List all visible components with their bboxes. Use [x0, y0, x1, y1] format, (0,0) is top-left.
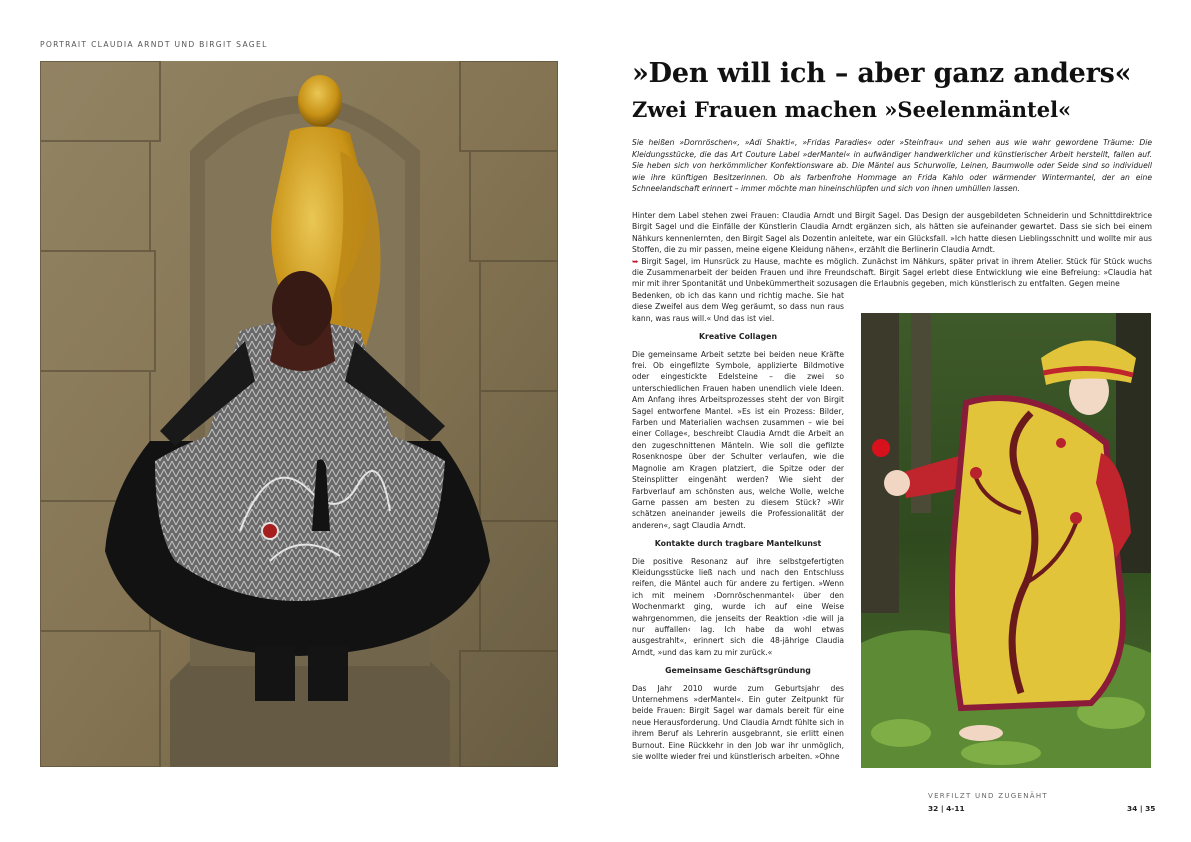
column-intro: Bedenken, ob ich das kann und richtig mache. Sie hat diese Zweifel aus dem Weg geräumt, so dass nun raus kann, was raus will.« Und das ist viel.	[632, 291, 844, 323]
heading-kreative-collagen: Kreative Collagen	[698, 332, 778, 342]
headline: »Den will ich – aber ganz anders«	[632, 58, 1132, 89]
body-paragraph-2	[632, 256, 1152, 290]
paragraph-kontakte: Die positive Resonanz auf ihre selbstgefertigten Kleidungsstücke ließ nach und nach den Entschluss reifen, die Mäntel auch für andere zu fertigen. »Wenn ich mit meinem ›Dornröschenmantel‹ über den Wochenmarkt ging, wurde ich auf eine Weise wahrgenommen, die jenseits der Reaktion ›die will ja nur auffallen‹ lag. Ich habe da wohl etwas ausgestrahlt«, erinnert sich die 48-jährige Claudia Arndt, »und das kam zu mir zurück.«	[632, 556, 844, 657]
body-column	[632, 290, 844, 762]
lead-paragraph: Sie heißen »Dornröschen«, »Adi Shakti«, »Fridas Paradies« oder »Steinfrau« und sehen aus wie wahr gewordene Träume: Die Kleidungsstücke, die das Art Couture Label »derMantel« in aufwändiger handwerklicher und künstlerischer Arbeit herstellt, fallen auf. Sie heben sich von herkömmlicher Konfektionsware ab. Die Mäntel aus Schurwolle, Leinen, Baumwolle oder Seide sind so individuell wie ihre künftigen Besitzerinnen. Ob als farbenfrohe Hommage an Frida Kahlo oder wärmender Wintermantel, der an eine Schneelandschaft erinnert – immer möchte man hineinschlüpfen und sich von ihnen umhüllen lassen.	[632, 138, 1152, 193]
paragraph-arrow-icon: ➥	[632, 256, 639, 266]
photo-woman-coat-statue	[40, 61, 558, 767]
footer-section-title: VERFILZT UND ZUGENÄHT	[928, 792, 1048, 800]
heading-geschaeftsgruendung: Gemeinsame Geschäftsgründung	[665, 666, 811, 676]
body-paragraph-2-text: Birgit Sagel, im Hunsrück zu Hause, machte es möglich. Zunächst im Nähkurs, später privat in ihrem Atelier. Stück für Stück wuchs die Zusammenarbeit der beiden Frauen und ihre Freundschaft. Birgit Sagel erlebt diese Entwicklung wie eine Befreiung: »Claudia hat mir mit ihrer Spontanität und Unbekümmertheit sozusagen die Erlaubnis gegeben, mich künstlerisch zu entfalten. Gegen meine	[632, 256, 1152, 289]
subheadline: Zwei Frauen machen »Seelenmäntel«	[632, 97, 1072, 122]
paragraph-kreative-collagen: Die gemeinsame Arbeit setzte bei beiden neue Kräfte frei. Ob eingefilzte Symbole, applizierte Bildmotive oder eingestickte Edelsteine – die zwei so unterschiedlichen Frauen haben unendlich viele Ideen. Am Anfang ihres Arbeitsprozesses steht der von Birgit Sagel entworfene Mantel. »Es ist ein Prozess: Bilder, Farben und Materialien wachsen zusammen – wie bei einer Collage«, beschreibt Claudia Arndt die Arbeit an den zugeschnittenen Mänteln. Wie soll die gefilzte Rosenknospe über der Schulter verlaufen, wie die Magnolie am Kragen platziert, die Spitze oder der Steinsplitter eingenäht werden? Wie sieht der Farbverlauf am schönsten aus, welche Wolle, welche Garne passen am besten zu diesem Stück? »Wir schätzen aneinander jeweils die Professionalität der anderen«, sagt Claudia Arndt.	[632, 349, 844, 530]
body-paragraph-1: Hinter dem Label stehen zwei Frauen: Claudia Arndt und Birgit Sagel. Das Design der ausgebildeten Schneiderin und Schnittdirektrice Birgit Sagel und die Einfälle der Künstlerin Claudia Arndt ergänzen sich, als hätten sie aufeinander gewartet. Dass sie sich bei einem Nähkurs kennenlernten, den Birgit Sagel als Dozentin anleitete, war ein Glücksfall. »Ich hatte diesen Lieblingsschnitt und wollte mir aus Stoffen, die zu mir passen, meine eigene Kleidung nähen«, erzählt die Berlinerin Claudia Arndt.	[632, 211, 1152, 255]
footer-page-numbers: 34 | 35	[1127, 804, 1156, 813]
section-kicker: PORTRAIT CLAUDIA ARNDT UND BIRGIT SAGEL	[40, 40, 268, 49]
photo-woman-yellow-coat	[861, 313, 1151, 768]
body-full-width	[632, 210, 1152, 290]
heading-kontakte: Kontakte durch tragbare Mantelkunst	[654, 539, 822, 549]
footer-issue: 32 | 4-11	[928, 804, 965, 813]
paragraph-geschaeftsgruendung: Das Jahr 2010 wurde zum Geburtsjahr des Unternehmens »derMantel«. Ein guter Zeitpunkt für beide Frauen: Birgit Sagel war damals bereit für eine neue Herausforderung. Und Claudia Arndt fühlte sich in ihrem Beruf als Lehrerin ausgebrannt, sie erlitt einen Burnout. Eine Rückkehr in den Job war ihr unmöglich, sie wollte wieder frei und künstlerisch arbeiten. »Ohne	[632, 683, 844, 762]
